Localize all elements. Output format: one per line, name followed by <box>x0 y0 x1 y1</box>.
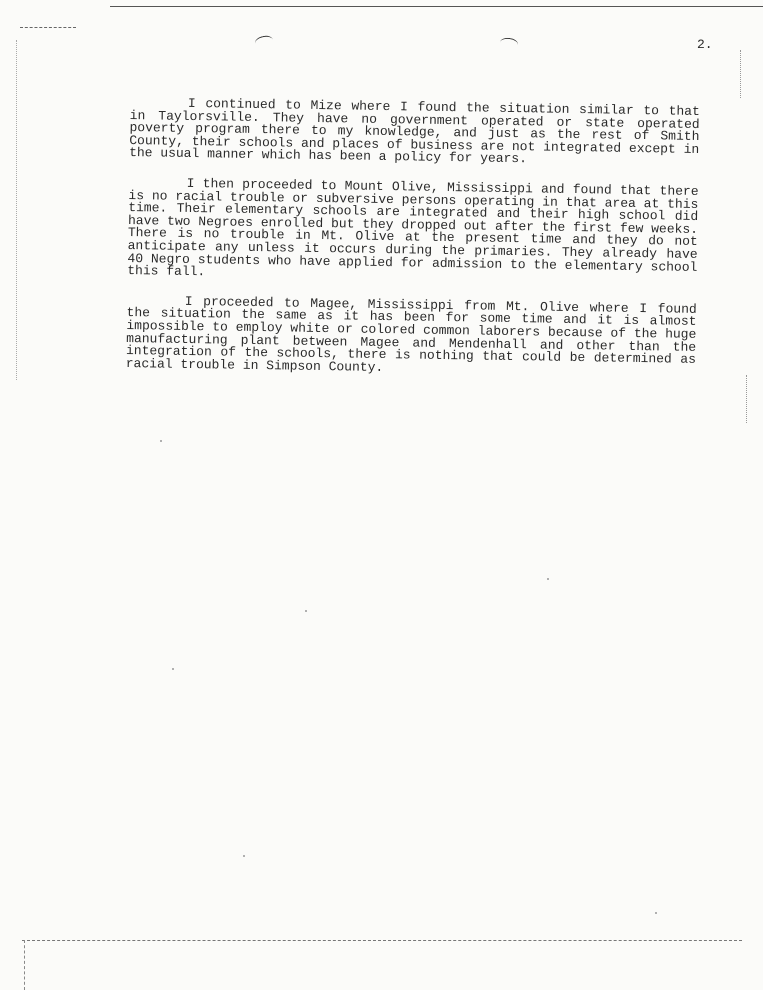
page-number: 2. <box>697 37 713 52</box>
top-edge-rule <box>110 6 763 7</box>
paragraph-magee: I proceeded to Magee, Mississippi from Mt. Olive where I found the situation the same as it has been for some time and it is almost impossible to employ white or colored common laborers because of the huge manufacturing plant between Magee and Mendenhall and other than the integration of the schools, there is nothing that could be determined as racial trouble in Simpson County. <box>125 293 697 375</box>
punch-hole-mark-right <box>499 37 518 50</box>
scan-speck <box>655 912 657 914</box>
left-margin-scan-artifact <box>16 40 17 380</box>
scan-speck <box>172 668 174 670</box>
top-left-dash-mark <box>20 27 76 28</box>
scan-speck <box>305 610 307 612</box>
right-margin-scan-artifact <box>740 50 741 98</box>
bottom-left-edge-mark <box>24 940 25 990</box>
bottom-edge-rule <box>22 940 742 941</box>
letter-body <box>125 97 699 396</box>
punch-hole-mark-left <box>254 34 274 49</box>
scan-speck <box>160 440 162 442</box>
scan-speck <box>547 578 549 580</box>
paragraph-mize: I continued to Mize where I found the situation similar to that in Taylorsville. They have no government operated or state operated poverty program there to my knowledge, and just as the rest of Smith County, their schools and places of business are not integrated except in the usual manner which has been a policy for years. <box>129 95 700 167</box>
right-margin-scan-artifact-lower <box>746 375 747 423</box>
paragraph-mount-olive: I then proceeded to Mount Olive, Mississippi and found that there is no racial trouble or subversive persons operating in that area at this time. Their elementary schools are integrated and their high school did have two Negroes enrolled but they dropped out after the first few weeks. There is no trouble in Mt. Olive at the present time and they do not anticipate any unless it occurs during the primaries. They already have 40 Negro students who have applied for admission to the elementary school this fall. <box>127 175 699 280</box>
scan-speck <box>243 855 245 857</box>
